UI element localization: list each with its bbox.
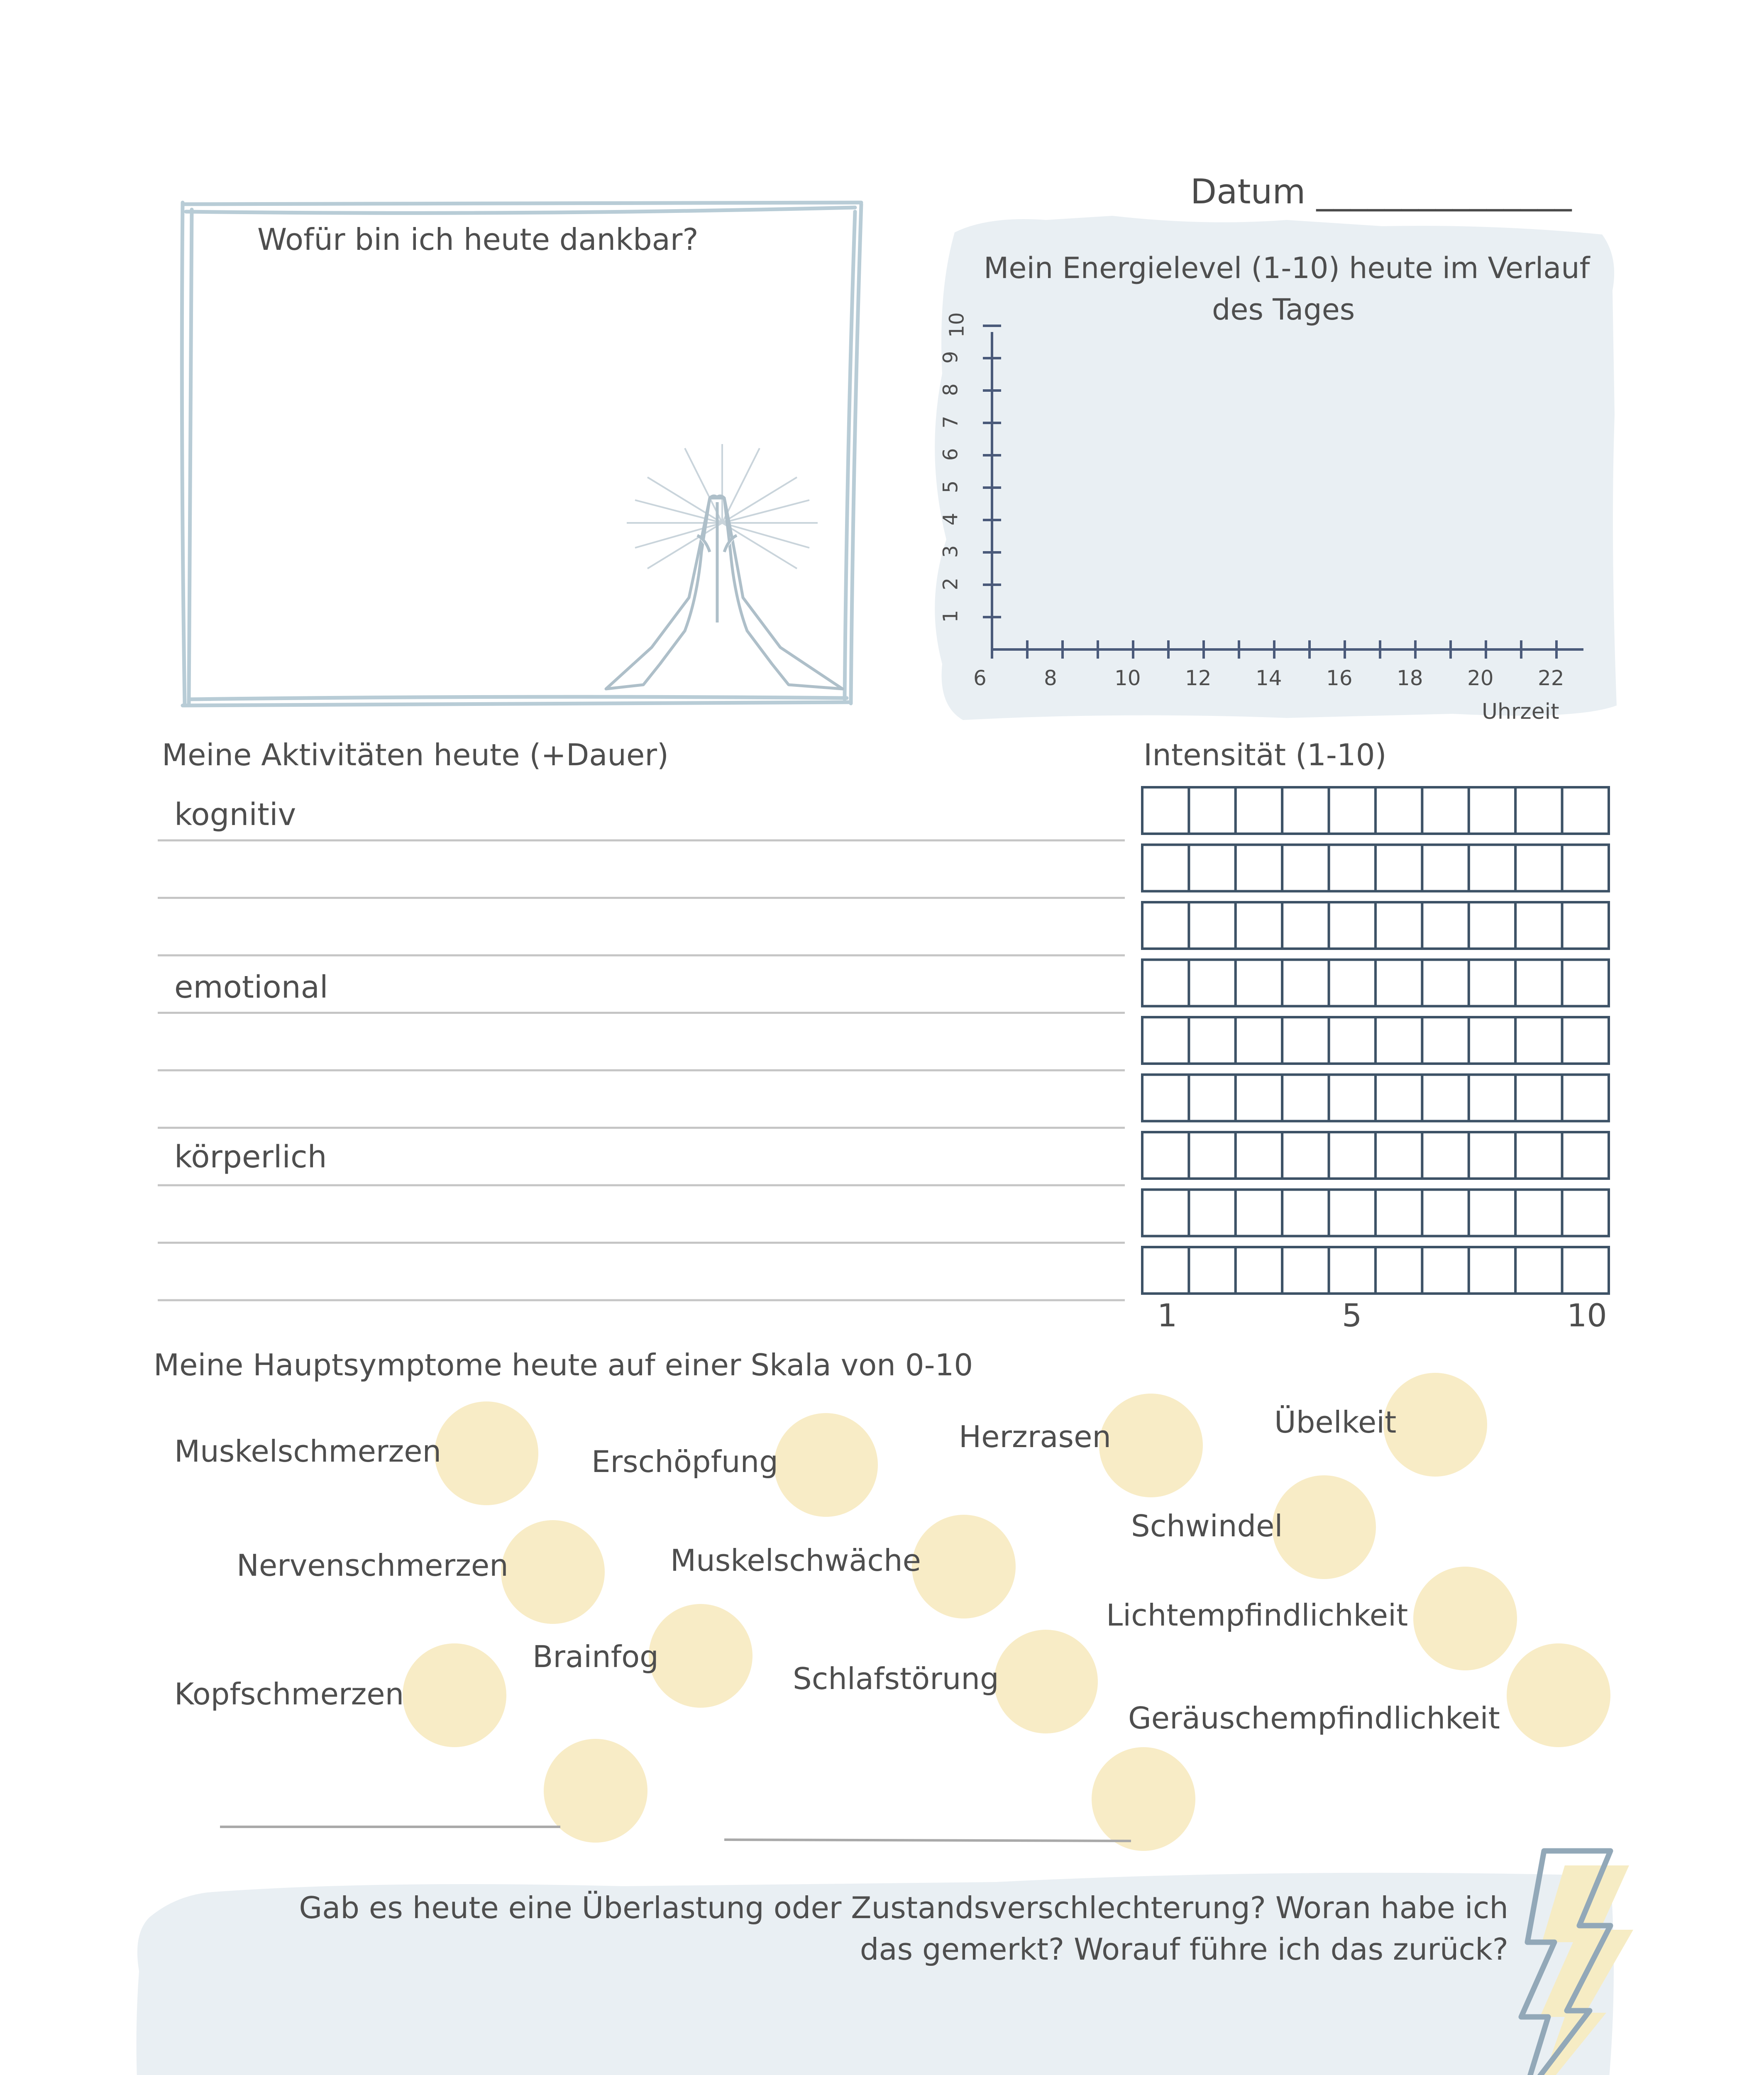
date-label: Datum _______________ — [1190, 172, 1572, 212]
category-kognitiv: kognitiv — [174, 797, 296, 832]
energy-y-tick-label: 8 — [939, 383, 963, 396]
symptom-herzrasen: Herzrasen — [959, 1419, 1111, 1454]
energy-y-tick-label: 5 — [939, 480, 963, 493]
symptom-muskelschwaeche: Muskelschwäche — [670, 1543, 921, 1578]
activities-title: Meine Aktivitäten heute (+Dauer) — [162, 737, 669, 772]
energy-x-tick-label: 14 — [1256, 666, 1282, 690]
symptom-brainfog: Brainfog — [533, 1639, 659, 1674]
category-koerperlich: körperlich — [174, 1139, 327, 1175]
energy-x-tick-label: 18 — [1397, 666, 1423, 690]
energy-x-tick-label: 20 — [1467, 666, 1494, 690]
scale-label-10: 10 — [1567, 1297, 1607, 1334]
scale-label-5: 5 — [1342, 1297, 1362, 1334]
energy-x-tick-label: 10 — [1114, 666, 1141, 690]
symptom-schwindel: Schwindel — [1131, 1509, 1283, 1543]
symptom-lichtempfindlichkeit: Lichtempfindlichkeit — [1106, 1598, 1408, 1633]
symptoms-title: Meine Hauptsymptome heute auf einer Skala von 0-10 — [154, 1348, 973, 1382]
energy-y-tick-label: 10 — [945, 312, 969, 338]
energy-title-line1: Mein Energielevel (1-10) heute im Verlauf — [984, 251, 1590, 285]
energy-y-tick-label: 7 — [939, 415, 963, 429]
symptom-muskelschmerzen: Muskelschmerzen — [174, 1434, 442, 1469]
gratitude-title: Wofür bin ich heute dankbar? — [257, 222, 699, 257]
energy-y-tick-label: 1 — [939, 610, 963, 623]
symptom-uebelkeit: Übelkeit — [1274, 1405, 1397, 1440]
energy-x-tick-label: 22 — [1538, 666, 1564, 690]
symptom-nervenschmerzen: Nervenschmerzen — [237, 1548, 508, 1583]
energy-x-tick-label: 12 — [1185, 666, 1212, 690]
energy-x-tick-label: 6 — [973, 666, 987, 690]
energy-y-tick-label: 3 — [939, 545, 963, 558]
energy-y-tick-label: 6 — [939, 448, 963, 461]
intensity-title: Intensität (1-10) — [1143, 737, 1387, 772]
energy-y-tick-label: 4 — [939, 513, 963, 526]
energy-title-line2: des Tages — [1212, 293, 1355, 327]
energy-x-tick-label: 8 — [1044, 666, 1057, 690]
energy-y-tick-label: 9 — [939, 351, 963, 364]
symptom-geraeuschempfindlichkeit: Geräuschempfindlichkeit — [1128, 1701, 1500, 1736]
symptom-kopfschmerzen: Kopfschmerzen — [174, 1677, 404, 1711]
category-emotional: emotional — [174, 969, 328, 1005]
overload-question-line2: das gemerkt? Worauf führe ich das zurück? — [860, 1932, 1508, 1967]
overload-question-line1: Gab es heute eine Überlastung oder Zustandsverschlechterung? Woran habe ich — [299, 1890, 1508, 1925]
energy-x-axis-label: Uhrzeit — [1482, 699, 1559, 724]
energy-y-tick-label: 2 — [939, 577, 963, 591]
energy-x-tick-label: 16 — [1326, 666, 1353, 690]
scale-label-1: 1 — [1157, 1297, 1178, 1334]
symptom-erschoepfung: Erschöpfung — [591, 1444, 778, 1479]
symptom-schlafstoerung: Schlafstörung — [793, 1661, 999, 1696]
